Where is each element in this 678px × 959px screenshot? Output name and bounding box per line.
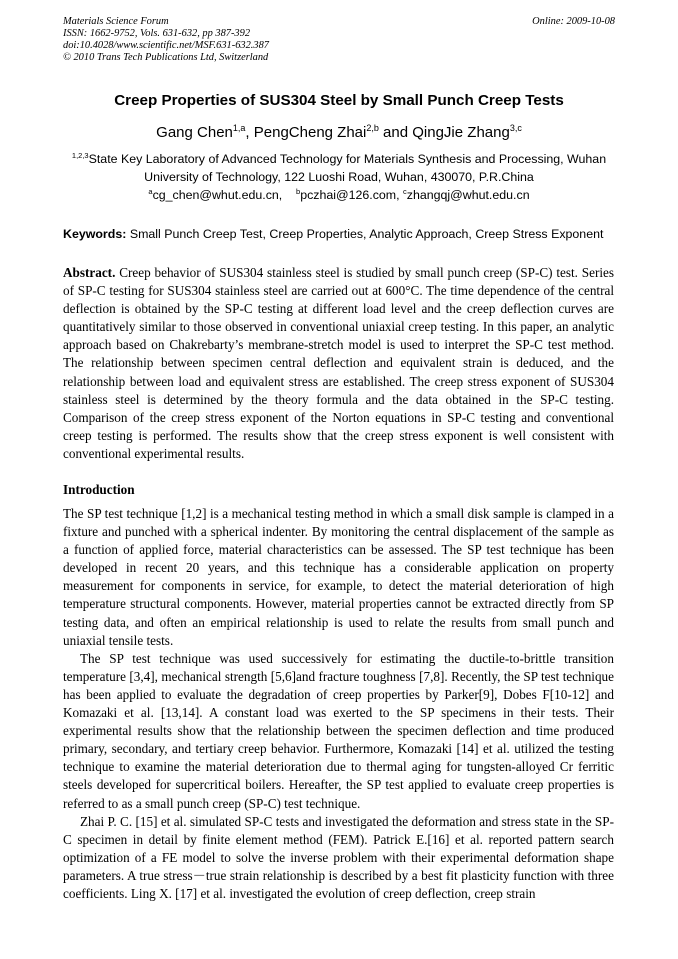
author-list — [0, 124, 678, 141]
author-separator: and — [378, 124, 413, 141]
abstract-label: Abstract. — [63, 265, 116, 280]
keywords — [63, 227, 615, 241]
email-address: zhangqj@whut.edu.cn — [406, 188, 530, 202]
publication-info — [63, 16, 269, 64]
author-affiliation-mark: 2,b — [366, 123, 379, 133]
abstract-text: Creep behavior of SUS304 stainless steel is studied by small punch creep (SP-C) test. Series of SP-C testing for SUS304 stainless steel are carried out at 600°C. The time dependence of the central deflection is obtained by the SP-C testing at different load level and the creep deflection curves are quantitatively similar to those observed in conventional uniaxial creep testing. In this paper, an analytic approach based on Chakrebarty’s membrane-stretch model is used to interpret the SP-C test method. The relationship between specimen central deflection and equivalent strain is deduced, and the relationship between load and equivalent stress are established. The creep stress exponent of SUS304 stainless steel is determined by the theory formula and the data obtained in the SP-C testing. Comparison of the creep stress exponent of the Norton equations in SP-C testing and conventional creep testing is performed. The results show that the creep stress exponent is well consistent with conventional experimental results. — [63, 265, 615, 461]
paragraph: The SP test technique was used successively for estimating the ductile-to-brittle transition temperature [3,4], mechanical strength [5,6]and fracture toughness [7,8]. Recently, the SP test technique has been applied to evaluate the degradation of creep properties by Parker[9], Dobes F[10-12] and Komazaki et al. [13,14]. A constant load was exerted to the SP specimens in their tests. Their experimental results show that the relationship between the specimen deflection and time produced primary, secondary, and tertiary creep behavior. Furthermore, Komazaki [14] et al. utilized the testing technique to examine the material deterioration due to thermal aging for tungsten-alloyed Cr ferritic steels developed for supercritical boilers. Hereafter, the SP test applied to evaluate creep properties is referred to as a small punch creep (SP-C) test technique. — [63, 650, 614, 811]
author-name: PengCheng Zhai — [253, 124, 367, 141]
abstract — [63, 264, 614, 463]
online-date: Online: 2009-10-08 — [532, 16, 615, 27]
affiliation-line: $^{1,2,3}$State Key Laboratory of Advanced Technology for Materials Synthesis and Processing, Wuhan — [71, 151, 607, 166]
email-line: $^a$cg_chen@whut.edu.cn, $^b$pczhai@126.com, $^c$zhangqj@whut.edu.cn — [148, 187, 530, 202]
doi-line: doi:10.4028/www.scientific.net/MSF.631-632.387 — [63, 40, 269, 51]
issn-line: ISSN: 1662-9752, Vols. 631-632, pp 387-392 — [63, 28, 251, 39]
journal-name: Materials Science Forum — [63, 16, 169, 27]
keywords-label: Keywords: — [63, 227, 127, 241]
keywords-text: Small Punch Creep Test, Creep Properties, Analytic Approach, Creep Stress Exponent — [129, 227, 604, 241]
paragraph: The SP test technique [1,2] is a mechanical testing method in which a small disk sample is clamped in a fixture and punched with a spherical indenter. By monitoring the central displacement of the sample as a function of applied force, material characteristics can be assessed. The SP test technique has been developed in recent 20 years, and this technique has a considerable application on property measurement for components in service, for example, to detect the material deterioration of high temperature structural components. However, material properties cannot be extracted directly from SP testing data, and often an empirical relationship is used to relate the results from small punch and uniaxial tensile tests. — [63, 506, 614, 648]
author-affiliation-mark: 1,a — [232, 123, 246, 133]
copyright-line: © 2010 Trans Tech Publications Ltd, Switzerland — [63, 52, 269, 63]
section-heading: Introduction — [63, 482, 135, 497]
paragraph: Zhai P. C. [15] et al. simulated SP-C tests and investigated the deformation and stress state in the SP-C specimen in detail by finite element method (FEM). Patrick E.[16] et al. reported pattern search optimization of a FE model to solve the inverse problem with their experimental deformation shape parameters. A true stress－true strain relationship is described by a best fit plasticity function with three coefficients. Ling X. [17] et al. investigated the evolution of creep deflection, creep strain — [63, 813, 614, 901]
author-separator: , — [245, 124, 254, 141]
affiliation-mark: 1,2,3 — [71, 151, 89, 160]
affiliation-line: University of Technology, 122 Luoshi Road, Wuhan, 430070, P.R.China — [144, 170, 534, 184]
email-address: cg_chen@whut.edu.cn, — [152, 188, 283, 202]
paper-title: Creep Properties of SUS304 Steel by Small Punch Creep Tests — [114, 92, 564, 109]
email-address: pczhai@126.com, — [300, 188, 400, 202]
author-name: Gang Chen — [156, 124, 233, 141]
author-name: QingJie Zhang — [412, 124, 510, 141]
introduction-body — [63, 505, 614, 903]
author-affiliation-mark: 3,c — [509, 123, 522, 133]
